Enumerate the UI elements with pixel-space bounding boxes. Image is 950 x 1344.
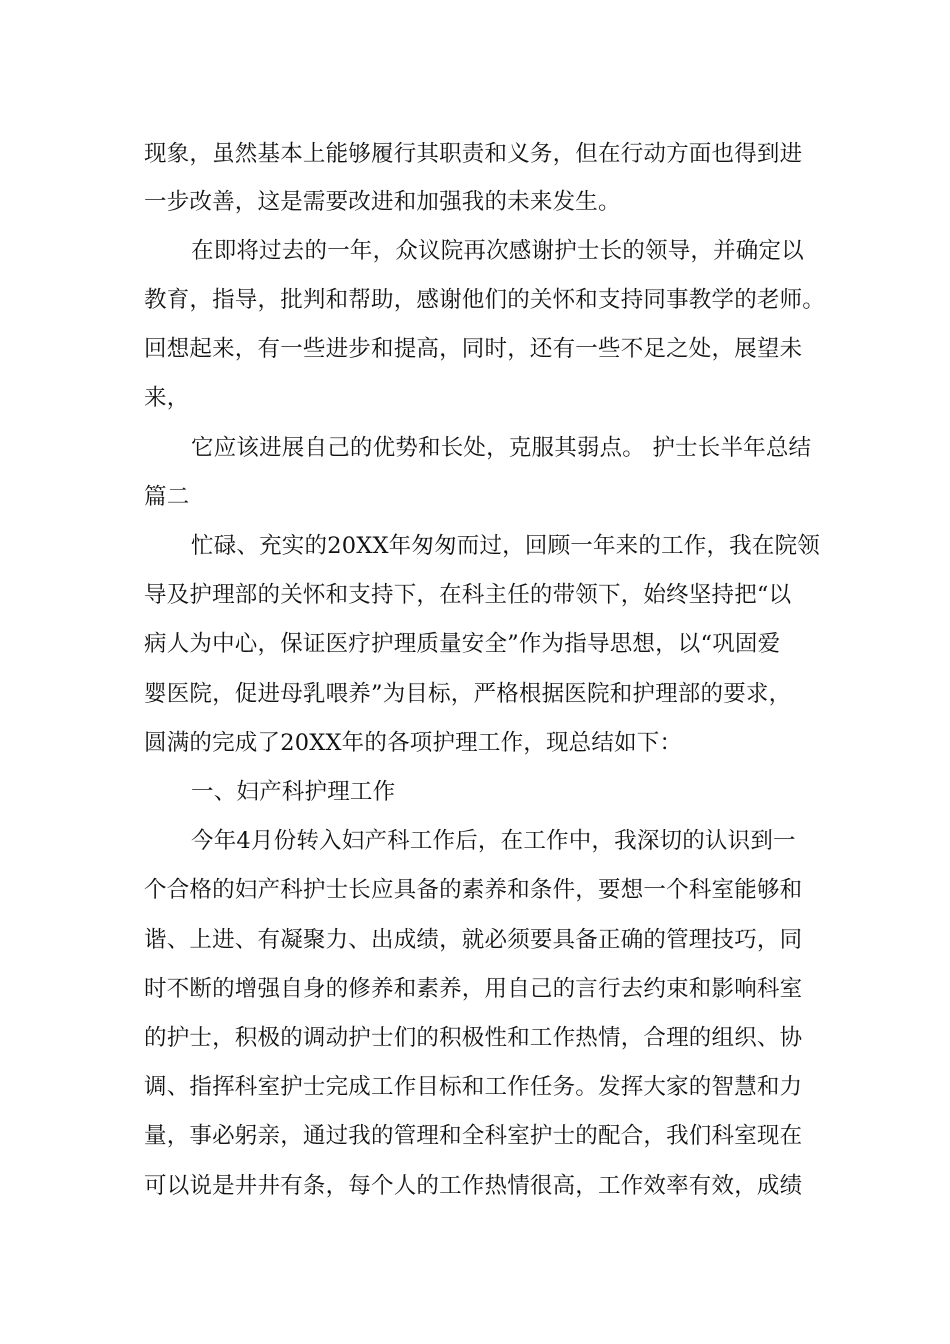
text-line: 调、指挥科室护士完成工作目标和工作任务。发挥大家的智慧和力	[144, 1074, 803, 1100]
paragraph-start-line: 今年4月份转入妇产科工作后，在工作中，我深切的认识到一	[191, 828, 796, 854]
text-line: 来，	[144, 385, 190, 411]
text-line: 圆满的完成了20XX年的各项护理工作，现总结如下：	[144, 730, 683, 756]
text-line: 量，事必躬亲，通过我的管理和全科室护士的配合，我们科室现在	[144, 1123, 803, 1149]
paragraph-start-line: 忙碌、充实的20XX年匆匆而过，回顾一年来的工作，我在院领	[191, 533, 820, 559]
text-line: 个合格的妇产科护士长应具备的素养和条件，要想一个科室能够和	[144, 877, 803, 903]
paragraph-start-line: 在即将过去的一年，众议院再次感谢护士长的领导，并确定以	[191, 238, 804, 264]
section-title-line: 篇二	[144, 484, 190, 510]
text-line: 导及护理部的关怀和支持下，在科主任的带领下，始终坚持把“以	[144, 582, 792, 608]
text-line: 教育，指导，批判和帮助，感谢他们的关怀和支持同事教学的老师。	[144, 287, 826, 313]
paragraph-start-line: 它应该进展自己的优势和长处，克服其弱点。 护士长半年总结	[191, 435, 812, 461]
text-line: 谐、上进、有凝聚力、出成绩，就必须要具备正确的管理技巧，同	[144, 927, 803, 953]
text-line: 的护士，积极的调动护士们的积极性和工作热情，合理的组织、协	[144, 1025, 803, 1051]
text-line: 婴医院，促进母乳喂养”为目标，严格根据医院和护理部的要求，	[144, 681, 792, 707]
text-line: 现象，虽然基本上能够履行其职责和义务，但在行动方面也得到进	[144, 141, 803, 167]
text-line: 时不断的增强自身的修养和素养，用自己的言行去约束和影响科室	[144, 976, 803, 1002]
text-line: 一步改善，这是需要改进和加强我的未来发生。	[144, 189, 621, 215]
text-line: 回想起来，有一些进步和提高，同时，还有一些不足之处，展望未	[144, 336, 803, 362]
text-line: 可以说是井井有条，每个人的工作热情很高，工作效率有效，成绩	[144, 1173, 803, 1199]
section-heading-line: 一、妇产科护理工作	[191, 779, 396, 805]
text-line: 病人为中心，保证医疗护理质量安全”作为指导思想，以“巩固爱	[144, 631, 781, 657]
